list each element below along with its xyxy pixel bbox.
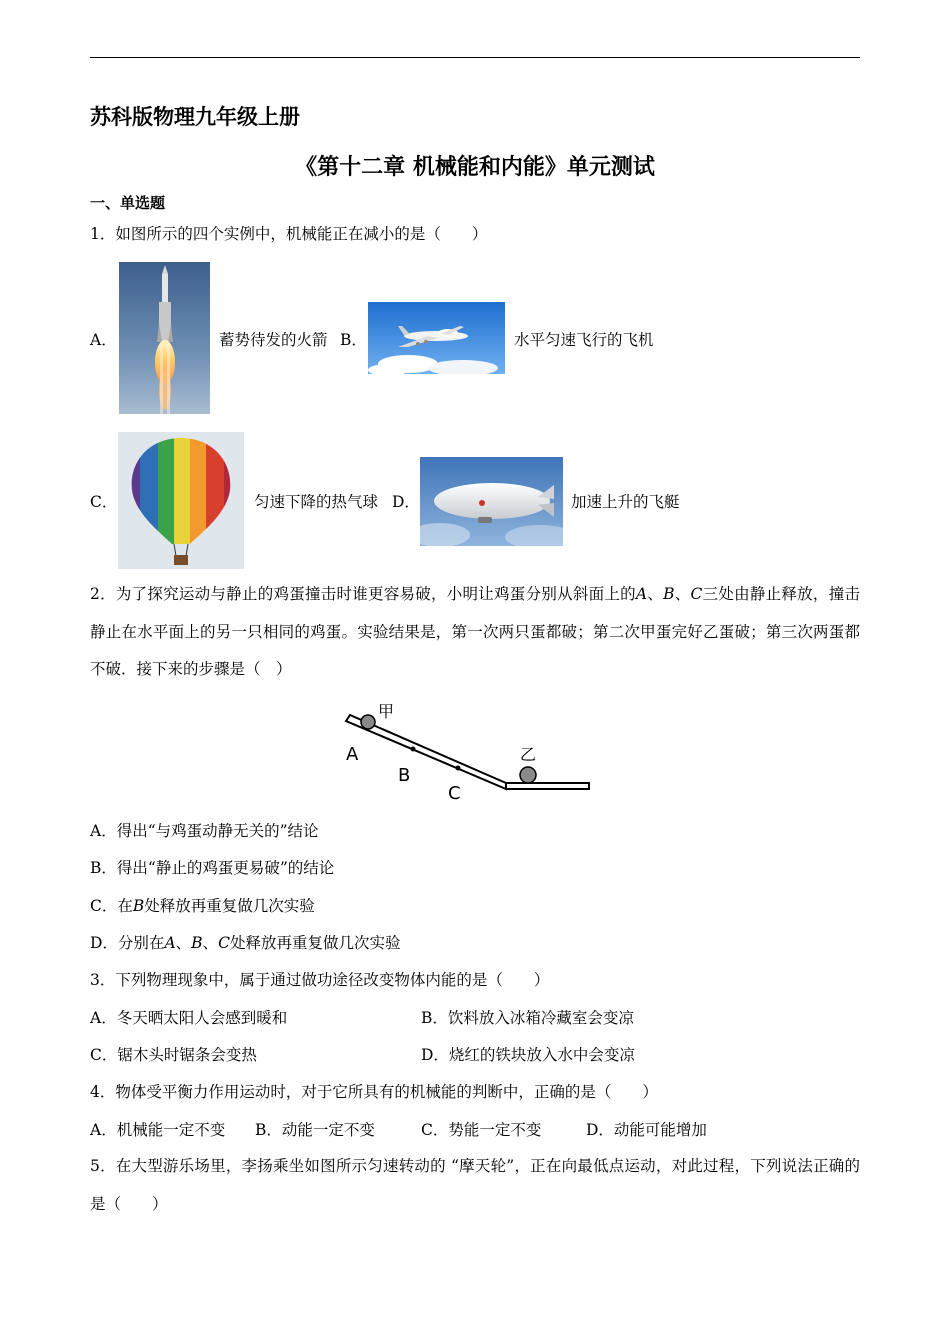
rocket-photo [119, 262, 210, 414]
q2-option-d-point-b: B [191, 934, 203, 952]
q2-option-d-sep: 、 [202, 934, 219, 952]
q2-stem-sep: 、 [674, 585, 691, 603]
page-title: 《第十二章 机械能和内能》单元测试 [295, 155, 655, 180]
q4-option-a: A．机械能一定不变 [90, 1121, 226, 1139]
ramp-diagram [340, 695, 592, 805]
series-title: 苏科版物理九年级上册 [90, 105, 300, 129]
q2-option-d-text: D．分别在 [90, 934, 165, 952]
q1-option-d-text: 加速上升的飞艇 [571, 493, 680, 511]
q3-option-a: A．冬天晒太阳人会感到暖和 [90, 1009, 288, 1027]
label-b: B [398, 765, 411, 786]
label-yi: 乙 [520, 745, 537, 764]
q2-option-c-text: 处释放再重复做几次实验 [144, 897, 315, 915]
q1-option-b-text: 水平匀速飞行的飞机 [514, 331, 654, 349]
header-rule [90, 57, 860, 58]
q2-stem-sep: 、 [647, 585, 664, 603]
airplane-photo [368, 302, 505, 374]
q2-option-c-text: C．在 [90, 897, 133, 915]
q2-stem [90, 576, 860, 689]
label-c: C [448, 783, 461, 804]
q2-stem-text-2: 三处由静止释放，撞击静止在水平面上的另一只相同的鸡蛋。实验结果是，第一次两只蛋都破；第二次甲蛋完好乙蛋破；第三次两蛋都不破．接下来的步骤是（ ） [90, 585, 860, 678]
q5-stem: 5．在大型游乐场里，李扬乘坐如图所示匀速转动的 “摩天轮”，正在向最低点运动，对此过程，下列说法正确的是（ ） [90, 1157, 860, 1213]
q2-option-d-point-c: C [218, 934, 230, 952]
label-jia: 甲 [378, 702, 395, 721]
q1-option-c-text: 匀速下降的热气球 [254, 493, 379, 511]
q1-option-a-label: A． [90, 331, 117, 349]
hot-air-balloon-photo [118, 432, 244, 569]
section-heading: 一、单选题 [90, 194, 166, 212]
q2-option-d [90, 933, 400, 953]
q1-option-a-text: 蓄势待发的火箭 [219, 331, 328, 349]
q1-stem: 1．如图所示的四个实例中，机械能正在减小的是（ ） [90, 225, 488, 243]
q4-option-c: C．势能一定不变 [421, 1121, 542, 1139]
q1-option-d-label: D． [392, 493, 420, 511]
q2-option-d-sep: 、 [175, 934, 192, 952]
q3-option-b: B．饮料放入冰箱冷藏室会变凉 [421, 1009, 634, 1027]
q2-stem-point-b: B [663, 585, 675, 603]
q1-option-b-label: B． [340, 331, 367, 349]
q2-option-b: B．得出“静止的鸡蛋更易破”的结论 [90, 859, 335, 877]
q2-option-c-point: B [132, 897, 145, 915]
q1-option-c-label: C． [90, 493, 118, 511]
q4-stem: 4．物体受平衡力作用运动时，对于它所具有的机械能的判断中，正确的是（ ） [90, 1083, 658, 1101]
q2-stem-point-c: C [690, 585, 703, 603]
q2-option-a: A．得出“与鸡蛋动静无关的”结论 [90, 822, 319, 840]
q3-option-d: D．烧红的铁块放入水中会变凉 [421, 1046, 635, 1064]
label-a: A [346, 744, 359, 765]
q2-option-c [90, 896, 315, 916]
airship-photo [420, 457, 563, 546]
q2-option-d-point-a: A [164, 934, 176, 952]
q2-stem-point-a: A [635, 585, 648, 603]
q3-option-c: C．锯木头时锯条会变热 [90, 1046, 257, 1064]
q3-stem: 3．下列物理现象中，属于通过做功途径改变物体内能的是（ ） [90, 971, 550, 989]
q4-option-d: D．动能可能增加 [586, 1121, 707, 1139]
q2-option-d-text: 处释放再重复做几次实验 [229, 934, 401, 952]
q4-option-b: B．动能一定不变 [255, 1121, 375, 1139]
q2-stem-text-1: 2．为了探究运动与静止的鸡蛋撞击时谁更容易破，小明让鸡蛋分别从斜面上的 [90, 585, 636, 603]
